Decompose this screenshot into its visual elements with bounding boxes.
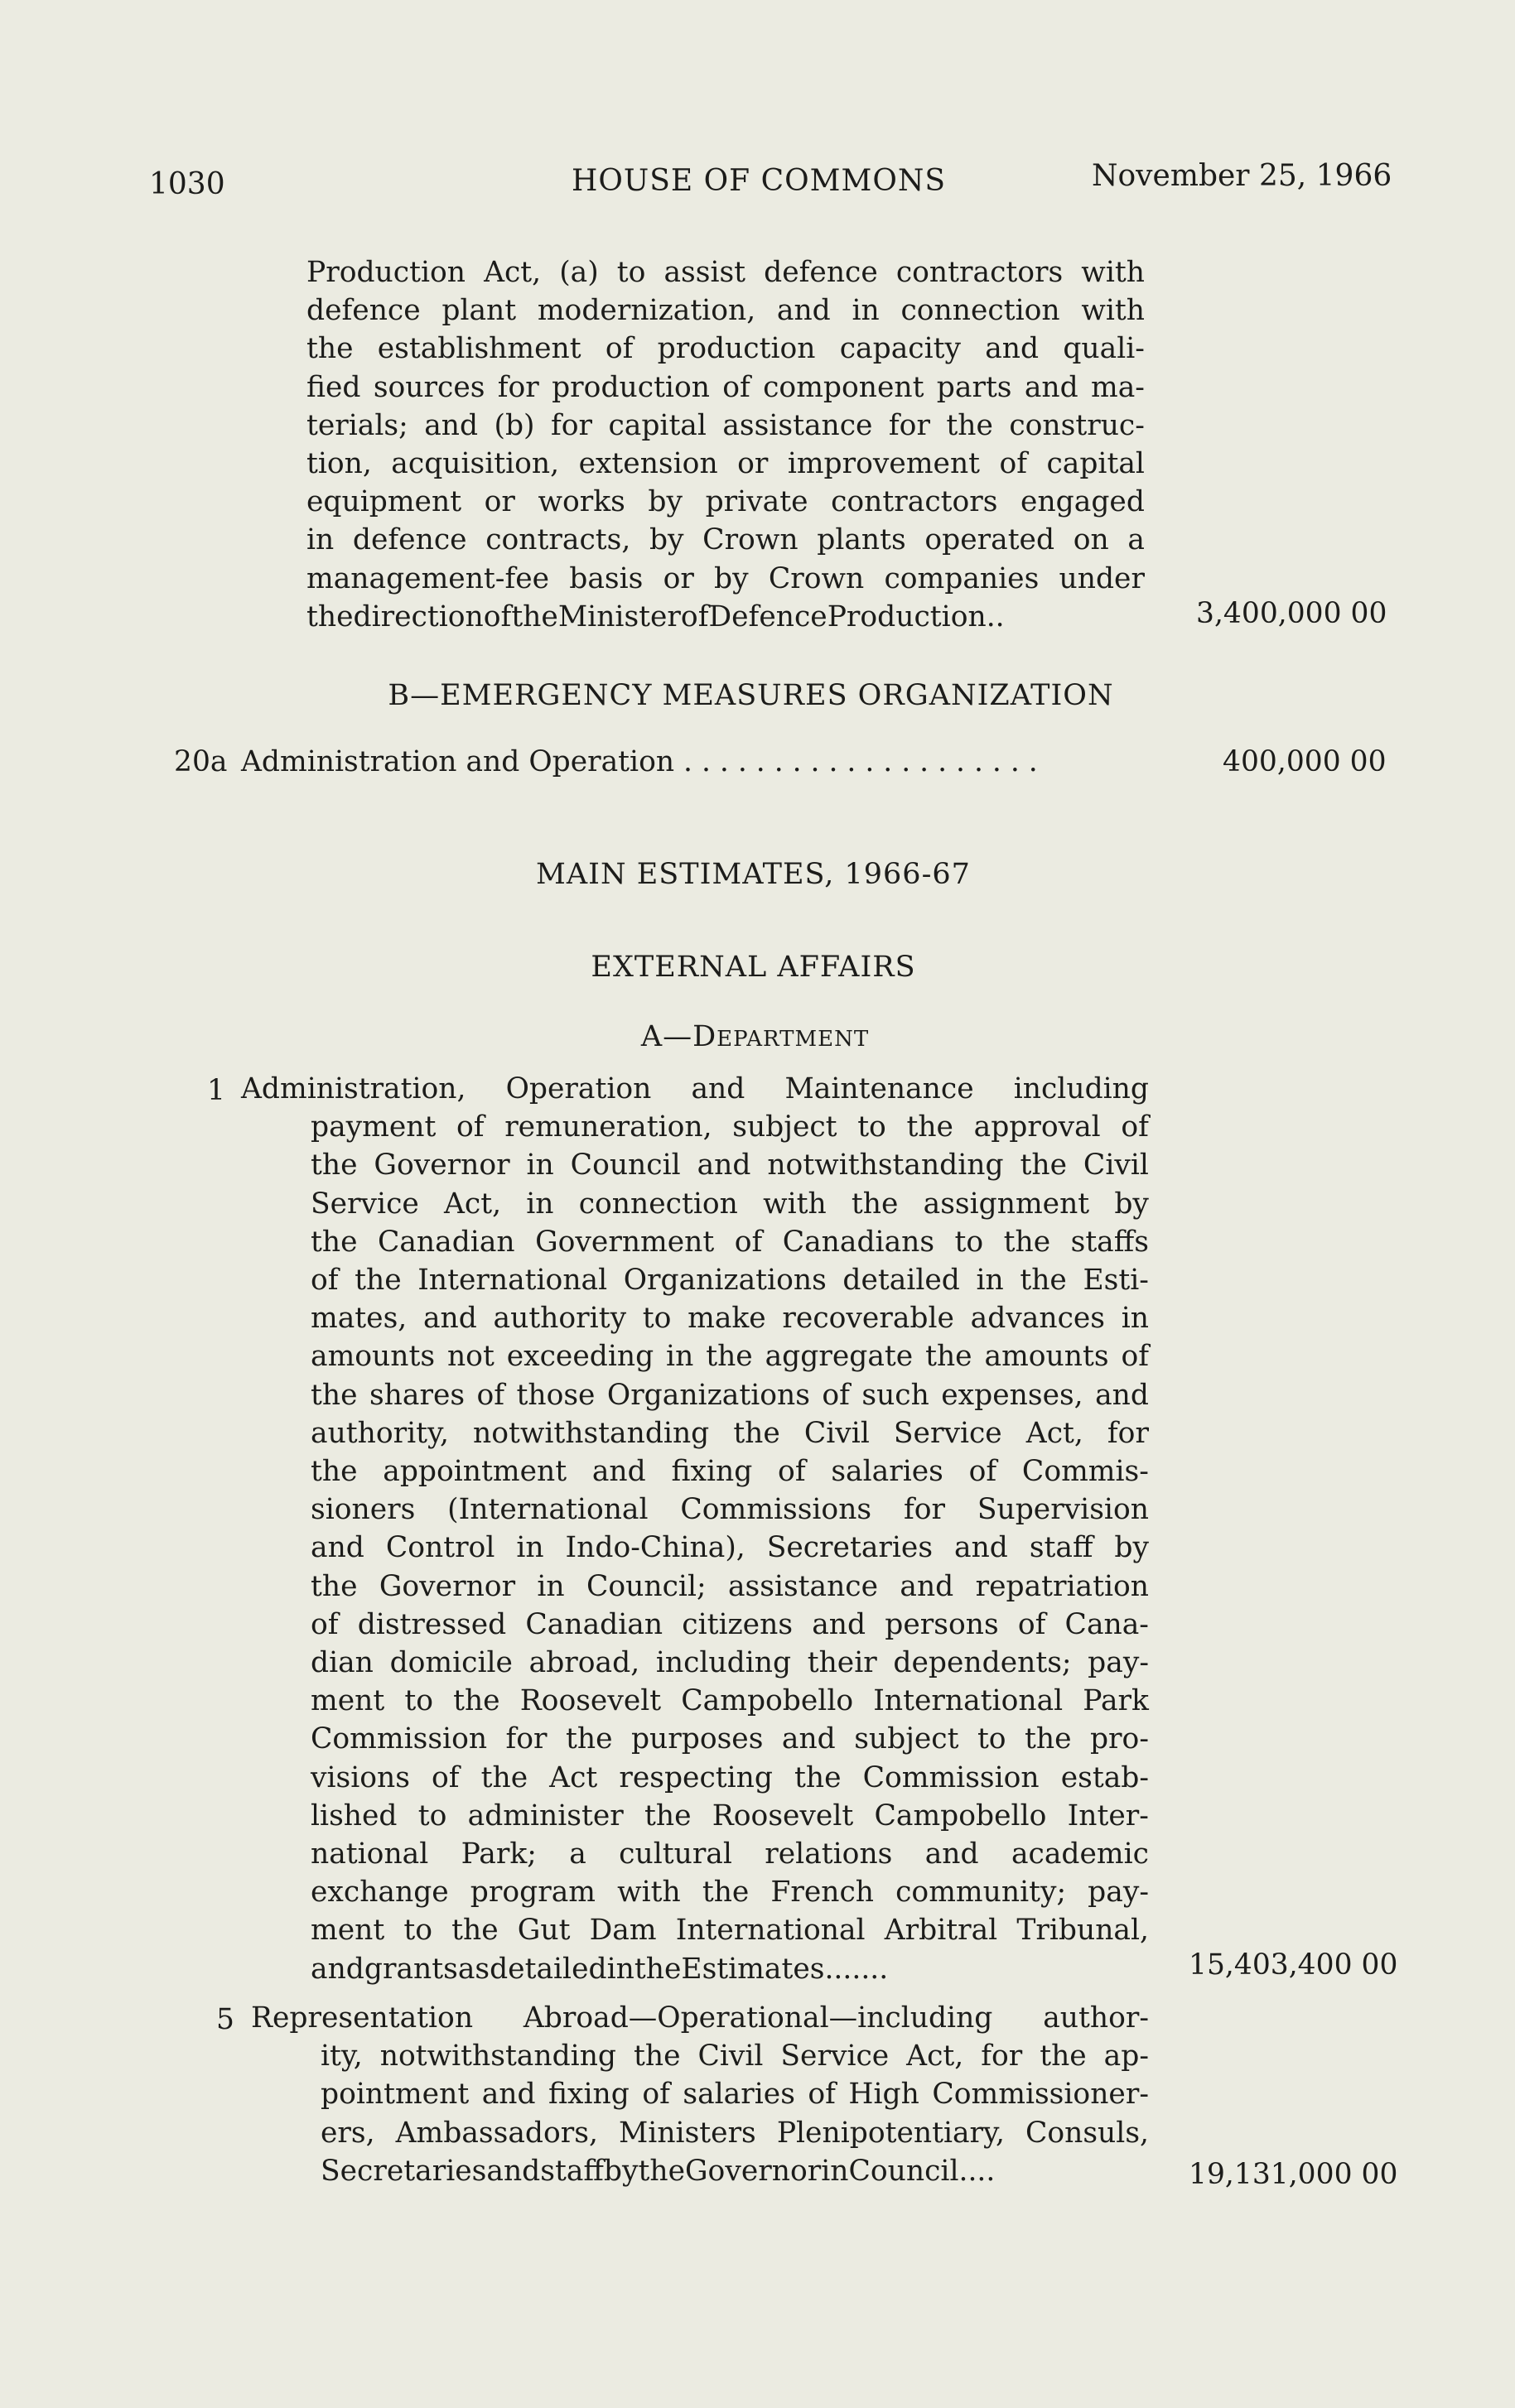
paragraph-line: sioners (International Commissions for Supervision: [311, 1493, 1149, 1527]
paragraph-line: ers, Ambassadors, Ministers Plenipotentiary, Consuls,: [321, 2116, 1149, 2150]
paragraph-line: pointment and fixing of salaries of High Commissioner-: [321, 2078, 1149, 2112]
paragraph-line: the Governor in Council and notwithstanding the Civil: [311, 1149, 1149, 1182]
paragraph-line: terials; and (b) for capital assistance for the construc-: [306, 408, 1145, 442]
paragraph-line: and Control in Indo-China), Secretaries and staff by: [311, 1531, 1149, 1565]
paragraph-line: mates, and authority to make recoverable advances in: [311, 1302, 1149, 1336]
page-date: November 25, 1966: [1092, 159, 1392, 193]
paragraph-line: visions of the Act respecting the Commission estab-: [311, 1760, 1149, 1794]
item-5-paragraph: [251, 1999, 1149, 2190]
paragraph-line: lished to administer the Roosevelt Campobello Inter-: [311, 1799, 1149, 1832]
paragraph-line: the appointment and fixing of salaries of Commis-: [311, 1455, 1149, 1489]
intro-amount: 3,400,000 00: [1196, 597, 1387, 630]
paragraph-line: amounts not exceeding in the aggregate the amounts of: [311, 1340, 1149, 1374]
paragraph-line: ment to the Gut Dam International Arbitral Tribunal,: [311, 1914, 1149, 1948]
paragraph-line: of the International Organizations detailed in the Esti-: [311, 1264, 1149, 1298]
paragraph-line: ity, notwithstanding the Civil Service Act, for the ap-: [321, 2040, 1149, 2073]
paragraph-line: defence plant modernization, and in connection with: [306, 294, 1145, 328]
paragraph-line: equipment or works by private contractors engaged: [306, 485, 1145, 519]
paragraph-line: the Canadian Government of Canadians to the staffs: [311, 1225, 1149, 1259]
item-1-paragraph: [241, 1070, 1149, 1988]
paragraph-line: the shares of those Organizations of such expenses, and: [311, 1378, 1149, 1412]
paragraph-line: in defence contracts, by Crown plants operated on a: [306, 523, 1145, 557]
paragraph-line: ment to the Roosevelt Campobello International Park: [311, 1684, 1149, 1718]
paragraph-line: and grants as detailed in the Estimates . . . . . . .: [311, 1952, 889, 1986]
paragraph-line: fied sources for production of component parts and ma-: [306, 370, 1145, 404]
department-heading-prefix: A—D: [640, 1020, 717, 1053]
intro-paragraph: [306, 253, 1145, 636]
paragraph-line: Secretaries and staff by the Governor in Council . . . .: [321, 2154, 996, 2188]
paragraph-line: national Park; a cultural relations and academic: [311, 1837, 1149, 1871]
paragraph-line: the Governor in Council; assistance and repatriation: [311, 1569, 1149, 1603]
paragraph-line: Service Act, in connection with the assignment by: [311, 1187, 1149, 1221]
page-title: HOUSE OF COMMONS: [572, 164, 947, 198]
department-heading: [0, 1020, 1513, 1053]
item-1-amount: 15,403,400 00: [1189, 1948, 1398, 1982]
paragraph-line: the direction of the Minister of Defence Production . .: [306, 600, 1005, 633]
page-number: 1030: [149, 167, 225, 201]
main-estimates-heading: MAIN ESTIMATES, 1966-67: [536, 858, 971, 891]
paragraph-line: management-fee basis or by Crown companies under: [306, 561, 1145, 595]
paragraph-line: payment of remuneration, subject to the approval of: [311, 1110, 1149, 1144]
paragraph-line: Administration, Operation and Maintenance including: [241, 1072, 1149, 1105]
department-heading-rest: EPARTMENT: [716, 1027, 870, 1052]
item-5-number: 5: [216, 2003, 234, 2036]
paragraph-line: tion, acquisition, extension or improvement of capital: [306, 447, 1145, 481]
paragraph-line: of distressed Canadian citizens and persons of Cana-: [311, 1607, 1149, 1641]
section-b-heading: B—EMERGENCY MEASURES ORGANIZATION: [388, 679, 1114, 712]
paragraph-line: dian domicile abroad, including their dependents; pay-: [311, 1646, 1149, 1680]
item-20a-label: Administration and Operation . . . . . . . . . . . . . . . . . . . .: [241, 745, 1038, 778]
paragraph-line: authority, notwithstanding the Civil Service Act, for: [311, 1416, 1149, 1450]
paragraph-line: Commission for the purposes and subject to the pro-: [311, 1722, 1149, 1756]
paragraph-line: Production Act, (a) to assist defence contractors with: [306, 256, 1145, 289]
item-1-number: 1: [207, 1074, 225, 1107]
page-header: [0, 159, 1515, 200]
item-5-amount: 19,131,000 00: [1189, 2158, 1398, 2191]
external-affairs-heading: EXTERNAL AFFAIRS: [591, 951, 916, 984]
paragraph-line: Representation Abroad—Operational—including author-: [251, 2001, 1149, 2035]
paragraph-line: exchange program with the French community; pay-: [311, 1876, 1149, 1910]
paragraph-line: the establishment of production capacity and quali-: [306, 332, 1145, 366]
item-20a-number: 20a: [174, 745, 228, 778]
item-20a-amount: 400,000 00: [1223, 745, 1387, 778]
